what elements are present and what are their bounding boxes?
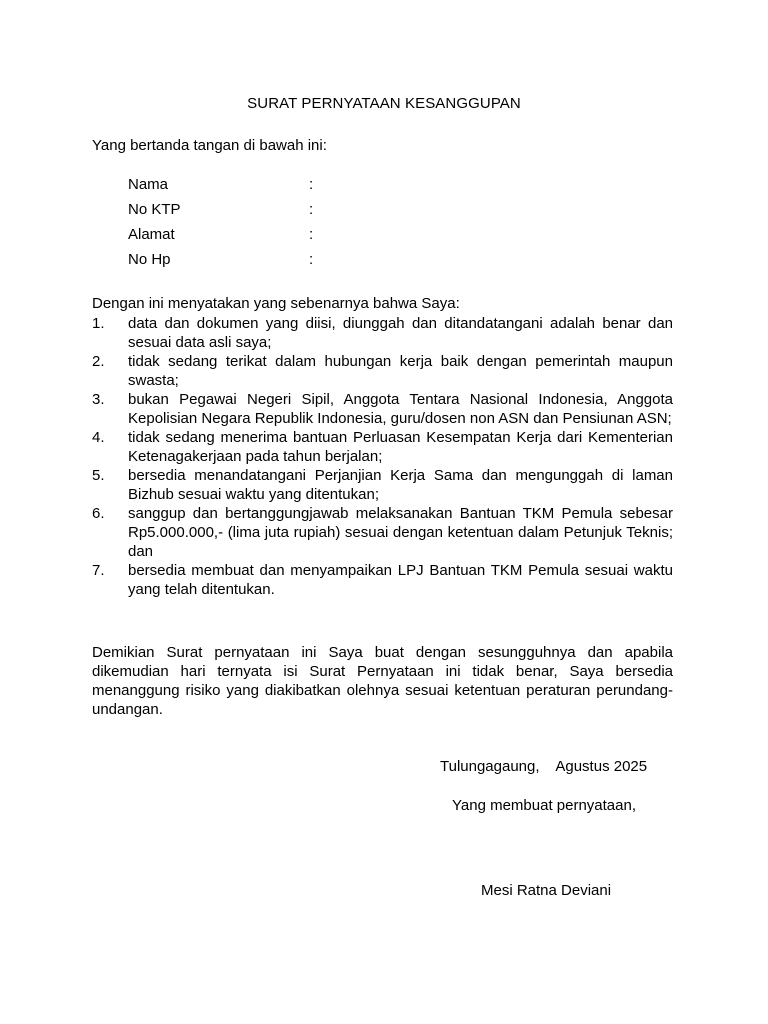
field-label: Nama (128, 176, 169, 193)
list-item (92, 504, 673, 561)
list-item (92, 352, 673, 390)
list-item (92, 466, 673, 504)
field-colon: : (309, 251, 314, 268)
identity-row-phone (128, 250, 528, 275)
list-text: bersedia menandatangani Perjanjian Kerja Sama dan mengunggah di laman Bizhub sesuai waktu yang ditentukan; (128, 467, 673, 503)
field-colon: : (309, 226, 314, 243)
maker-label: Yang membuat pernyataan, (452, 797, 637, 814)
identity-row-address (128, 225, 528, 250)
field-label: Alamat (128, 226, 175, 243)
list-text: data dan dokumen yang diisi, diunggah dan ditandatangani adalah benar dan sesuai data asli saya; (128, 315, 673, 351)
list-text: bersedia membuat dan menyampaikan LPJ Bantuan TKM Pemula sesuai waktu yang telah ditentukan. (128, 562, 673, 598)
list-number: 1. (92, 315, 105, 332)
statement-lead: Dengan ini menyatakan yang sebenarnya bahwa Saya: (92, 295, 460, 312)
list-number: 6. (92, 505, 105, 522)
list-item (92, 314, 673, 352)
list-item (92, 428, 673, 466)
list-number: 7. (92, 562, 105, 579)
list-item (92, 561, 673, 599)
list-text: sanggup dan bertanggungjawab melaksanakan Bantuan TKM Pemula sebesar Rp5.000.000,- (lima juta rupiah) sesuai dengan ketentuan dalam Petunjuk Teknis; dan (128, 505, 673, 560)
list-text: tidak sedang menerima bantuan Perluasan Kesempatan Kerja dari Kementerian Ketenagakerjaan pada tahun berjalan; (128, 429, 673, 465)
document-title: SURAT PERNYATAAN KESANGGUPAN (247, 95, 521, 112)
field-label: No Hp (128, 251, 171, 268)
place-date: Tulungagaung, Agustus 2025 (440, 758, 648, 775)
statement-list (92, 314, 673, 599)
identity-row-ktp (128, 200, 528, 225)
field-colon: : (309, 201, 314, 218)
list-number: 3. (92, 391, 105, 408)
identity-row-name (128, 175, 528, 200)
identity-fields (128, 175, 528, 275)
signer-name: Mesi Ratna Deviani (481, 882, 612, 899)
list-item (92, 390, 673, 428)
list-number: 4. (92, 429, 105, 446)
closing-paragraph: Demikian Surat pernyataan ini Saya buat dengan sesungguhnya dan apabila dikemudian hari ternyata isi Surat Pernyataan ini tidak benar, Saya bersedia menanggung risiko yang diakibatkan olehnya sesuai ketentuan peraturan perundang-undangan. (92, 644, 673, 718)
list-number: 2. (92, 353, 105, 370)
intro-text: Yang bertanda tangan di bawah ini: (92, 137, 327, 154)
list-number: 5. (92, 467, 105, 484)
list-text: tidak sedang terikat dalam hubungan kerja baik dengan pemerintah maupun swasta; (128, 353, 673, 389)
field-label: No KTP (128, 201, 181, 218)
list-text: bukan Pegawai Negeri Sipil, Anggota Tentara Nasional Indonesia, Anggota Kepolisian Negara Republik Indonesia, guru/dosen non ASN dan Pensiunan ASN; (128, 391, 673, 427)
field-colon: : (309, 176, 314, 193)
